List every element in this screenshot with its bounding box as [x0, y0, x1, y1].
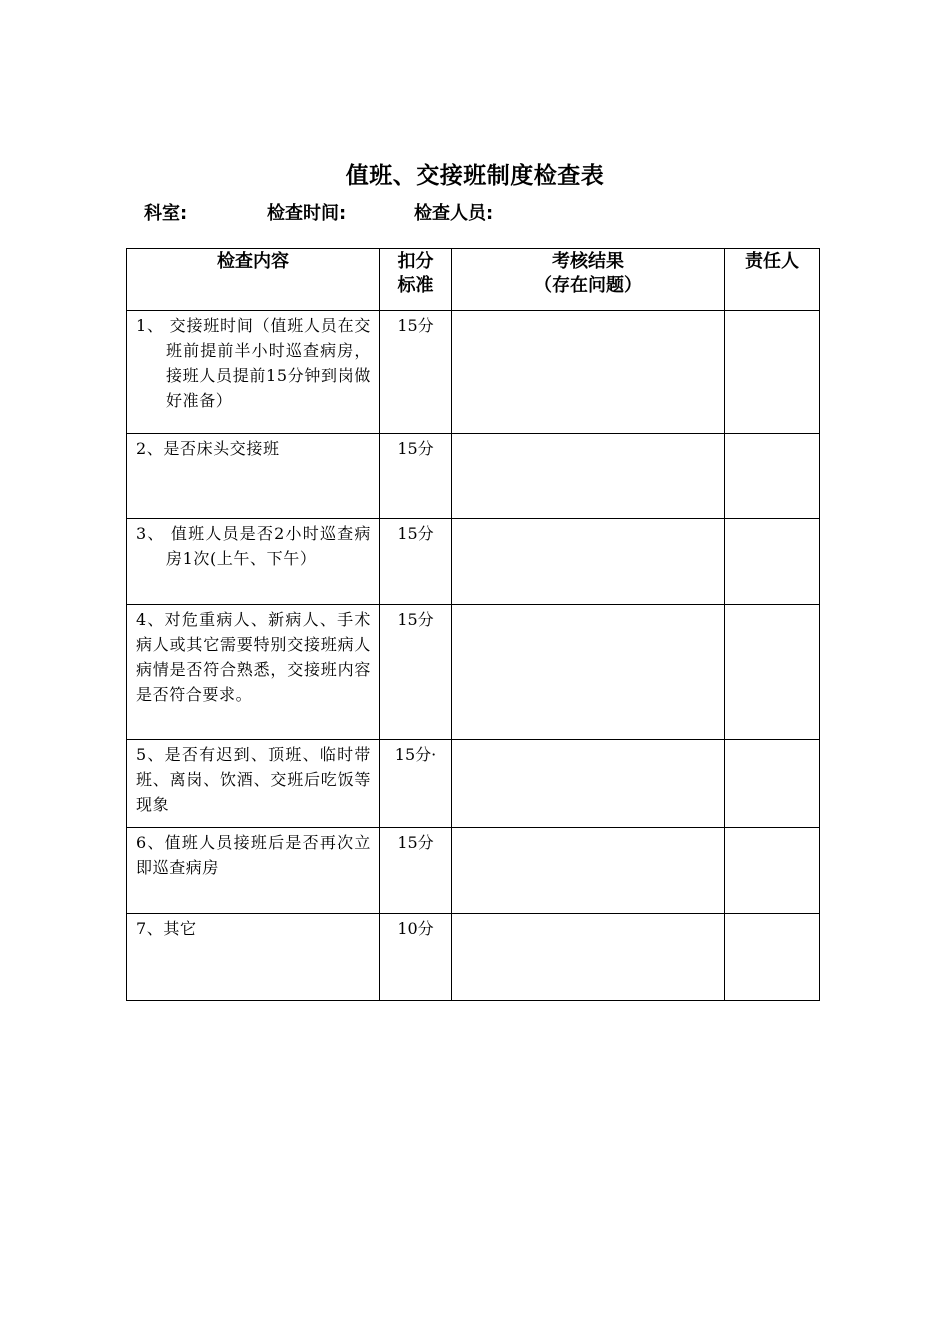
- row-item: 5、是否有迟到、顶班、临时带班、离岗、饮酒、交班后吃饭等现象: [127, 740, 380, 828]
- row-item: 4、对危重病人、新病人、手术病人或其它需要特别交接班病人病情是否符合熟悉，交接班内容是否符合要求。: [127, 605, 380, 740]
- header-score: 扣分 标准: [380, 249, 452, 311]
- inspector-label: 检查人员:: [414, 203, 494, 224]
- row-result: [452, 828, 725, 914]
- table-row: [127, 311, 820, 434]
- row-item: 3、 值班人员是否2小时巡查病房1次(上午、下午）: [127, 519, 380, 605]
- row-score: 15分: [380, 311, 452, 434]
- row-owner: [725, 914, 820, 1001]
- row-item: 2、是否床头交接班: [127, 434, 380, 519]
- header-result: 考核结果 （存在问题）: [452, 249, 725, 311]
- row-score: 15分·: [380, 740, 452, 828]
- row-result: [452, 605, 725, 740]
- row-owner: [725, 519, 820, 605]
- inspection-time-label: 检查时间:: [267, 203, 347, 224]
- inspection-table: [126, 248, 820, 1001]
- row-owner: [725, 311, 820, 434]
- row-result: [452, 740, 725, 828]
- row-owner: [725, 434, 820, 519]
- row-item: 7、其它: [127, 914, 380, 1001]
- table-row: [127, 914, 820, 1001]
- department-label: 科室:: [144, 203, 188, 224]
- table-header-row: [127, 249, 820, 311]
- table-row: [127, 828, 820, 914]
- row-score: 15分: [380, 828, 452, 914]
- row-owner: [725, 740, 820, 828]
- row-owner: [725, 605, 820, 740]
- table-row: [127, 605, 820, 740]
- row-owner: [725, 828, 820, 914]
- row-score: 15分: [380, 605, 452, 740]
- table-row: [127, 519, 820, 605]
- row-item: 1、 交接班时间（值班人员在交班前提前半小时巡查病房，接班人员提前15分钟到岗做好准备）: [127, 311, 380, 434]
- header-content: 检查内容: [127, 249, 380, 311]
- row-result: [452, 914, 725, 1001]
- row-result: [452, 311, 725, 434]
- table-row: [127, 740, 820, 828]
- header-owner: 责任人: [725, 249, 820, 311]
- page-title: 值班、交接班制度检查表: [345, 163, 605, 189]
- row-result: [452, 519, 725, 605]
- row-score: 10分: [380, 914, 452, 1001]
- row-score: 15分: [380, 519, 452, 605]
- row-result: [452, 434, 725, 519]
- row-score: 15分: [380, 434, 452, 519]
- row-item: 6、值班人员接班后是否再次立即巡查病房: [127, 828, 380, 914]
- table-row: [127, 434, 820, 519]
